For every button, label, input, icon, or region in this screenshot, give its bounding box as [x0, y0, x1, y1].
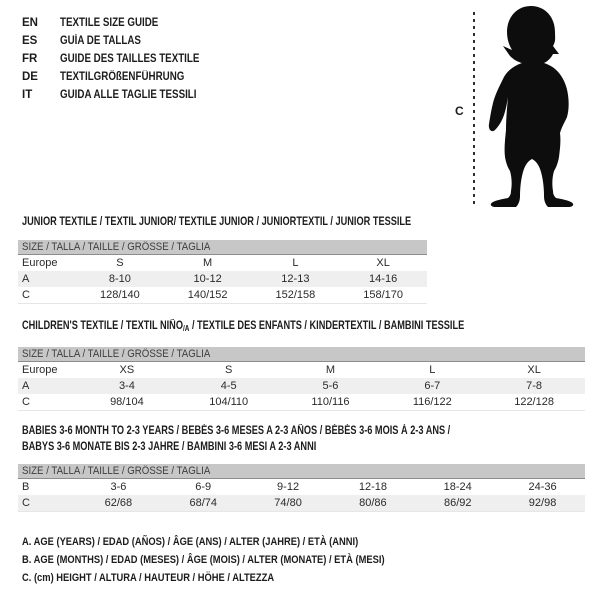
value-cell: M — [203, 257, 213, 269]
value-cell: 122/128 — [514, 396, 554, 408]
value-cell: 24-36 — [528, 481, 557, 493]
footnote-a — [22, 536, 449, 554]
value-cell: 4-5 — [220, 380, 237, 392]
section-title-children — [22, 320, 575, 333]
language-label: TEXTILE SIZE GUIDE — [60, 17, 159, 29]
language-code: ES — [22, 35, 38, 47]
table-row-europe — [18, 362, 585, 379]
language-row-de — [22, 68, 224, 86]
language-code: EN — [22, 17, 38, 29]
value-cell: 92/98 — [528, 497, 557, 509]
row-label-cell: A — [22, 273, 30, 285]
footnotes — [22, 536, 449, 590]
size-header-bar — [18, 240, 427, 255]
value-cell: 10-12 — [193, 273, 222, 285]
value-cell: 110/116 — [311, 396, 350, 408]
size-header-text: SIZE / TALLA / TAILLE / GRÖSSE / TAGLIA — [22, 465, 211, 477]
table-row-height — [18, 495, 585, 512]
language-title-list — [22, 14, 224, 104]
footnote-text: C. (cm) HEIGHT / ALTURA / HAUTEUR / HÖHE / ALTEZZA — [22, 572, 275, 584]
title-subscript: /A — [182, 324, 190, 333]
value-cell: 8-10 — [108, 273, 131, 285]
size-header-row — [18, 464, 585, 479]
table-row-europe — [18, 255, 427, 272]
size-header-text: SIZE / TALLA / TAILLE / GRÖSSE / TAGLIA — [22, 241, 211, 253]
language-row-en — [22, 14, 224, 32]
language-code: DE — [22, 71, 38, 83]
value-cell: 9-12 — [277, 481, 300, 493]
value-cell: S — [225, 364, 233, 376]
table-row-age — [18, 378, 585, 394]
section-title-text — [22, 320, 464, 333]
language-code: FR — [22, 53, 38, 65]
value-cell: 74/80 — [274, 497, 302, 509]
title-part: / TEXTILE DES ENFANTS / KINDERTEXTIL / BAMBINI TESSILE — [189, 320, 465, 332]
language-label: GUIDE DES TAILLES TEXTILE — [60, 53, 200, 65]
row-label-cell: Europe — [22, 364, 58, 376]
language-label: GUÍA DE TALLAS — [60, 35, 141, 47]
value-cell: 152/158 — [275, 289, 316, 301]
value-cell: 6-9 — [195, 481, 212, 493]
value-cell: 140/152 — [187, 289, 228, 301]
value-cell: 14-16 — [369, 273, 398, 285]
value-cell: 12-18 — [358, 481, 387, 493]
value-cell: 128/140 — [99, 289, 140, 301]
row-label-cell: A — [22, 380, 30, 392]
section-title-text: JUNIOR TEXTILE / TEXTIL JUNIOR/ TEXTILE JUNIOR / JUNIORTEXTIL / JUNIOR TESSILE — [22, 216, 412, 228]
footnote-text: B. AGE (MONTHS) / EDAD (MESES) / ÂGE (MOIS) / ALTER (MONATE) / ETÀ (MESI) — [22, 554, 385, 566]
size-header-row — [18, 347, 585, 362]
value-cell: 98/104 — [110, 396, 144, 408]
table-row-age — [18, 271, 427, 287]
value-cell: 3-4 — [118, 380, 135, 392]
section-title-junior — [22, 216, 508, 228]
baby-silhouette-icon — [482, 2, 582, 208]
language-label: TEXTILGRÖßENFÜHRUNG — [60, 71, 185, 83]
language-row-it — [22, 86, 224, 104]
value-cell: XL — [527, 364, 541, 376]
row-label-cell: Europe — [22, 257, 58, 269]
height-measure-label: C — [455, 104, 464, 118]
value-cell: XS — [119, 364, 135, 376]
value-cell: 5-6 — [322, 380, 339, 392]
value-cell: 104/110 — [209, 396, 249, 408]
value-cell: L — [292, 257, 299, 269]
table-row-height — [18, 394, 585, 411]
language-label: GUIDA ALLE TAGLIE TESSILI — [60, 89, 197, 101]
table-row-height — [18, 287, 427, 304]
section-title-text: BABIES 3-6 MONTH TO 2-3 YEARS / BEBÉS 3-6 MESES A 2-3 AÑOS / BÉBÉS 3-6 MOIS À 2-3 ANS / — [22, 425, 451, 437]
footnote-b — [22, 554, 449, 572]
value-cell: 3-6 — [110, 481, 127, 493]
value-cell: 6-7 — [424, 380, 441, 392]
value-cell: M — [325, 364, 336, 376]
section-title-babies-line1 — [22, 425, 557, 437]
value-cell: 18-24 — [443, 481, 472, 493]
row-label-cell: B — [22, 481, 30, 493]
row-label-cell: C — [22, 396, 30, 408]
value-cell: 86/92 — [443, 497, 472, 509]
language-row-es — [22, 32, 224, 50]
value-cell: 158/170 — [363, 289, 403, 301]
height-measure-line — [473, 12, 475, 206]
language-row-fr — [22, 50, 224, 68]
footnote-text: A. AGE (YEARS) / EDAD (AÑOS) / ÂGE (ANS) / ALTER (JAHRE) / ETÀ (ANNI) — [22, 536, 359, 548]
size-header-row — [18, 240, 427, 255]
footnote-c — [22, 572, 449, 590]
babies-size-table — [18, 464, 585, 512]
children-size-table — [18, 347, 585, 411]
table-row-age-months — [18, 479, 585, 496]
size-header-text: SIZE / TALLA / TAILLE / GRÖSSE / TAGLIA — [22, 348, 211, 360]
title-part: CHILDREN'S TEXTILE / TEXTIL NIÑO — [22, 320, 183, 332]
value-cell: 116/122 — [412, 396, 452, 408]
language-code: IT — [22, 89, 33, 101]
size-header-bar — [18, 347, 585, 362]
value-cell: S — [116, 257, 124, 269]
value-cell: 62/68 — [104, 497, 133, 509]
row-label-cell: C — [22, 497, 30, 509]
value-cell: 7-8 — [526, 380, 543, 392]
value-cell: 80/86 — [359, 497, 387, 509]
section-title-text: BABYS 3-6 MONATE BIS 2-3 JAHRE / BAMBINI 3-6 MESI A 2-3 ANNI — [22, 441, 317, 453]
value-cell: XL — [376, 257, 390, 269]
value-cell: 12-13 — [281, 273, 310, 285]
junior-size-table — [18, 240, 427, 304]
size-header-bar — [18, 464, 585, 479]
value-cell: 68/74 — [189, 497, 217, 509]
section-title-babies-line2 — [22, 441, 390, 453]
row-label-cell: C — [22, 289, 30, 301]
value-cell: L — [429, 364, 436, 376]
